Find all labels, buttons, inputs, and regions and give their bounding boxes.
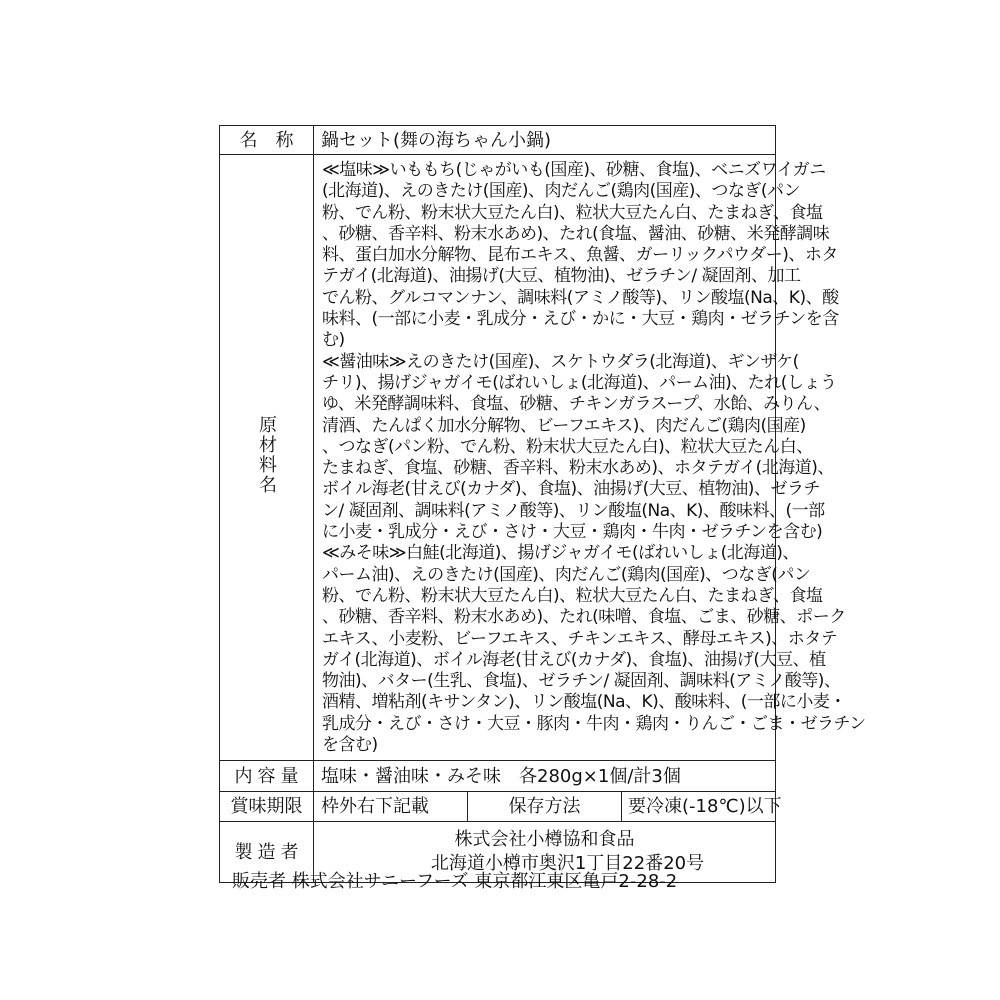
storage-label: 保存方法 (468, 792, 622, 822)
ingredients-line: 料、蛋白加水分解物、昆布エキス、魚醤、ガーリックパウダー)、ホタ (322, 245, 838, 266)
ingredients-line: 物油)、バター(生乳、食塩)、ゼラチン/ 凝固剤、調味料(アミノ酸等)、 (322, 671, 841, 692)
ingredients-line: 、つなぎ(パン粉、でん粉、粉末状大豆たん白)、粒状大豆たん白、 (322, 436, 813, 457)
content-label: 内容量 (220, 761, 314, 792)
ingredients-line: (北海道)、えのきたけ(国産)、肉だんご(鶏肉(国産)、つなぎ(パン (322, 181, 801, 202)
expiry-value: 枠外右下記載 (314, 792, 468, 822)
ingredients-line: パーム油)、えのきたけ(国産)、肉だんご(鶏肉(国産)、つなぎ(パン (322, 564, 811, 585)
ingredients-line: 粉、でん粉、粉末状大豆たん白)、粒状大豆たん白、たまねぎ、食塩 (322, 202, 823, 223)
expiry-label: 賞味期限 (220, 792, 314, 822)
ingredients-line: ≪みそ味≫白鮭(北海道)、揚げジャガイモ(ばれいしょ(北海道)、 (322, 543, 799, 564)
ingredients-line: 、砂糖、香辛料、粉末水あめ)、たれ(味噌、食塩、ごま、砂糖、ポーク (322, 607, 846, 628)
ingredients-line: ≪醤油味≫えのきたけ(国産)、スケトウダラ(北海道)、ギンザケ( (322, 351, 799, 372)
ingredients-line: む) (322, 330, 345, 351)
seller-label: 販売者 (232, 871, 286, 892)
ingredients-line: を含む) (322, 735, 378, 756)
ingredients-line: エキス、小麦粉、ビーフエキス、チキンエキス、酵母エキス)、ホタテ (322, 628, 838, 649)
ingredients-line: でん粉、グルコマンナン、調味料(アミノ酸等)、リン酸塩(Na、K)、酸 (322, 287, 839, 308)
content-value: 塩味・醤油味・みそ味 各280g×1個/計3個 (314, 761, 776, 792)
manufacturer-address: 北海道小樽市奥沢1丁目22番20号 (430, 853, 705, 875)
content-row (220, 761, 776, 792)
ingredients-line: たまねぎ、食塩、砂糖、香辛料、粉末水あめ)、ホタテガイ(北海道)、 (322, 458, 834, 479)
name-row (220, 126, 776, 155)
ingredients-line: 、砂糖、香辛料、粉末水あめ)、たれ(食塩、醤油、砂糖、米発酵調味 (322, 223, 830, 244)
seller-address: 東京都江東区亀戸2-28-2 (474, 871, 678, 892)
manufacturer-company: 株式会社小樽協和食品 (454, 829, 635, 851)
ingredients-line: ン/ 凝固剤、調味料(アミノ酸等)、リン酸塩(Na、K)、酸味料、(一部 (322, 500, 825, 521)
name-label: 名 称 (220, 126, 314, 155)
ingredients-row (220, 155, 776, 761)
ingredients-line: ゆ、米発酵調味料、食塩、砂糖、チキンガラスープ、水飴、みりん、 (322, 394, 831, 415)
manufacturer-label: 製造者 (220, 822, 314, 883)
storage-value: 要冷凍(-18℃)以下 (622, 792, 776, 822)
ingredients-line: 乳成分・えび・さけ・大豆・豚肉・牛肉・鶏肉・りんご・ごま・ゼラチン (322, 713, 866, 734)
ingredients-label-cell (220, 155, 314, 761)
ingredients-line: 味料、(一部に小麦・乳成分・えび・かに・大豆・鶏肉・ゼラチンを含 (322, 309, 839, 330)
seller-line (232, 867, 677, 893)
ingredients-text (322, 160, 866, 756)
ingredients-line: ガイ(北海道)、ボイル海老(甘えび(カナダ)、食塩)、油揚げ(大豆、植 (322, 649, 826, 670)
ingredients-line: 粉、でん粉、粉末状大豆たん白)、粒状大豆たん白、たまねぎ、食塩 (322, 585, 823, 606)
ingredients-label: 原材料名 (256, 415, 277, 496)
ingredients-line: ボイル海老(甘えび(カナダ)、食塩)、油揚げ(大豆、植物油)、ゼラチ (322, 479, 820, 500)
ingredients-line: 酒精、増粘剤(キサンタン)、リン酸塩(Na、K)、酸味料、(一部に小麦・ (322, 692, 846, 713)
name-value: 鍋セット(舞の海ちゃん小鍋) (314, 126, 776, 155)
ingredients-line: ≪塩味≫いももち(じゃがいも(国産)、砂糖、食塩)、ベニズワイガニ (322, 160, 826, 180)
seller-company: 株式会社サニーフーズ (291, 871, 469, 892)
ingredients-line: テガイ(北海道)、油揚げ(大豆、植物油)、ゼラチン/ 凝固剤、加工 (322, 266, 801, 287)
food-label-table (219, 125, 866, 883)
ingredients-value (314, 155, 866, 761)
ingredients-line: に小麦・乳成分・えび・さけ・大豆・鶏肉・牛肉・ゼラチンを含む) (322, 522, 823, 543)
ingredients-line: チリ)、揚げジャガイモ(ばれいしょ(北海道)、パーム油)、たれ(しょう (322, 372, 837, 393)
expiry-row (220, 792, 776, 822)
ingredients-line: 清酒、たんぱく加水分解物、ビーフエキス)、肉だんご(鶏肉(国産) (322, 415, 806, 436)
